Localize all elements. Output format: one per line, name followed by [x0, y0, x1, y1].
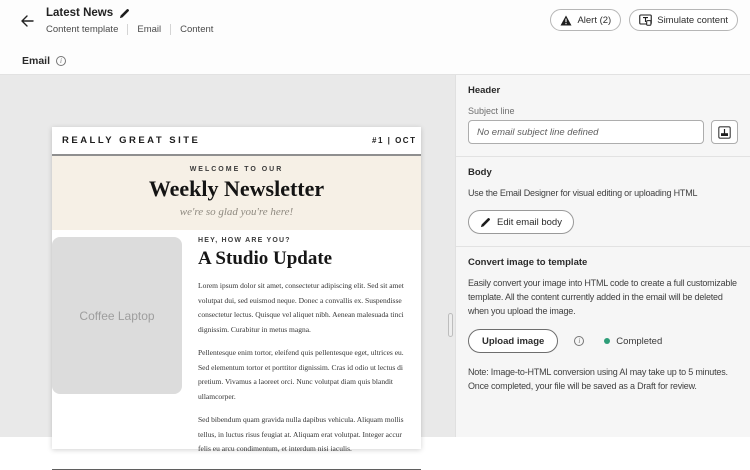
alert-button-label: Alert (2) — [577, 14, 612, 26]
upload-image-label: Upload image — [482, 335, 545, 347]
open-text-editor-icon — [718, 126, 731, 139]
body-section-title: Body — [468, 167, 492, 178]
breadcrumb-separator — [170, 24, 171, 35]
back-arrow-icon — [20, 15, 34, 27]
newsletter-headline: A Studio Update — [198, 248, 333, 269]
pencil-icon — [480, 217, 491, 228]
email-info-icon[interactable]: i — [56, 56, 66, 66]
paragraph-line: Lorem ipsum dolor sit amet, consectetur adipiscing elit. Sed sit amet — [198, 281, 404, 290]
status-label: Completed — [616, 335, 663, 347]
edit-title-pencil-icon[interactable] — [119, 8, 130, 19]
conversion-status — [604, 336, 662, 347]
paragraph-line: Sed bibendum quam gravida nulla dapibus vehicula. Aliquam mollis — [198, 415, 404, 424]
header-section-title: Header — [468, 85, 501, 96]
newsletter-hero — [52, 156, 421, 230]
newsletter-divider — [52, 469, 421, 470]
newsletter-kicker: HEY, HOW ARE YOU? — [198, 237, 291, 244]
app-header — [0, 0, 750, 47]
newsletter-paragraph — [198, 413, 598, 457]
edit-email-body-button[interactable] — [468, 210, 574, 234]
newsletter-eyebrow: WELCOME TO OUR — [189, 166, 284, 173]
newsletter-image-placeholder — [52, 237, 182, 394]
paragraph-line: tellus, in luctus risus feugiat at. Aliquam erat volutpat. Integer accur — [198, 429, 402, 439]
breadcrumb — [46, 24, 213, 35]
breadcrumb-separator — [127, 24, 128, 35]
body-section-description: Use the Email Designer for visual editing or uploading HTML — [468, 188, 698, 198]
email-preview-area — [0, 75, 455, 453]
open-text-editor-button[interactable] — [711, 120, 738, 144]
simulate-content-label: Simulate content — [657, 14, 728, 26]
paragraph-line: Sed elementum tortor et porttitor dignissim. Cras id odio ut lectus di — [198, 362, 403, 372]
breadcrumb-content[interactable]: Content — [180, 24, 214, 35]
convert-section-title: Convert image to template — [468, 257, 588, 268]
simulate-content-button[interactable] — [629, 9, 738, 31]
subject-line-label: Subject line — [468, 106, 515, 116]
newsletter-tagline: we're so glad you're here! — [179, 206, 294, 218]
header-section — [456, 75, 750, 157]
page-title: Latest News — [46, 7, 114, 19]
paragraph-line: volutpat dui, sed euismod neque. Donec a convallis ex. Suspendisse — [198, 295, 402, 305]
edit-email-body-label: Edit email body — [497, 216, 562, 228]
simulate-content-icon — [639, 14, 652, 26]
subject-line-input[interactable] — [468, 120, 704, 144]
preview-vertical-scrollbar[interactable] — [448, 313, 453, 337]
email-section-header — [0, 47, 750, 75]
newsletter-paragraph — [198, 279, 598, 337]
back-button[interactable] — [16, 10, 38, 32]
status-dot-icon — [604, 338, 610, 344]
paragraph-line: ullamcorper. — [198, 391, 236, 401]
alert-button[interactable] — [550, 9, 621, 31]
paragraph-line: pretium. Vivamus a laoreet orci. Nunc volutpat diam quis blandit — [198, 377, 393, 386]
body-section — [456, 157, 750, 247]
convert-section-description: Easily convert your image into HTML code to create a full customizable template. All the content currently added in the email will be deleted when you upload the image. — [468, 278, 737, 316]
upload-info-icon[interactable]: i — [574, 336, 584, 346]
newsletter-brand: REALLY GREAT SITE — [62, 135, 201, 146]
alert-warning-icon — [560, 15, 572, 26]
newsletter-body — [52, 230, 421, 470]
email-section-title: Email — [22, 54, 51, 67]
paragraph-line: consectetur lectus. Quisque vel aliquet nibh. Aenean malesuada tinci — [198, 310, 404, 319]
email-preview-card[interactable] — [52, 127, 421, 453]
image-placeholder-label: Coffee Laptop — [79, 308, 155, 323]
paragraph-line: felis eu arcu condimentum, et interdum nisi iaculis. — [198, 444, 352, 453]
newsletter-title: Weekly Newsletter — [148, 176, 325, 201]
newsletter-masthead — [52, 127, 421, 156]
breadcrumb-content-template[interactable]: Content template — [46, 24, 119, 35]
conversion-note: Note: Image-to-HTML conversion using AI may take up to 5 minutes. Once completed, your file will be saved as a Draft for review. — [468, 367, 728, 391]
newsletter-issue: #1 | OCT — [372, 136, 417, 145]
newsletter-paragraph — [198, 346, 598, 404]
paragraph-line: Pellentesque enim tortor, eleifend quis pellentesque eget, ultrices eu. — [198, 348, 404, 357]
breadcrumb-email[interactable]: Email — [137, 24, 162, 35]
paragraph-line: dignissim. Curabitur in metus magna. — [198, 324, 311, 334]
